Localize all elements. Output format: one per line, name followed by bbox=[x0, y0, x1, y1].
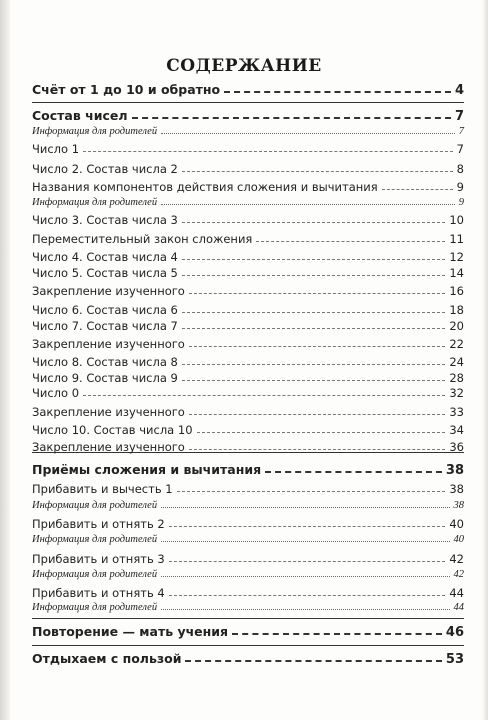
toc-entry-label: Число 4. Состав числа 4 bbox=[32, 250, 178, 264]
toc-leader-line bbox=[169, 595, 446, 596]
toc-page-number: 9 bbox=[458, 197, 464, 208]
toc-leader-line bbox=[161, 576, 449, 577]
toc-entry[interactable] bbox=[32, 602, 464, 613]
toc-entry[interactable] bbox=[32, 162, 464, 176]
toc-entry[interactable] bbox=[32, 266, 464, 280]
toc-entry-label: Закрепление изученного bbox=[32, 284, 185, 298]
toc-entry[interactable] bbox=[32, 405, 464, 419]
toc-entry[interactable] bbox=[32, 517, 464, 531]
toc-leader-line bbox=[265, 471, 442, 473]
section-divider bbox=[32, 618, 464, 619]
toc-entry-label: Прибавить и отнять 3 bbox=[32, 552, 165, 566]
toc-page-number: 40 bbox=[449, 517, 464, 531]
toc-entry[interactable] bbox=[32, 569, 464, 580]
toc-entry-label: Число 1 bbox=[32, 142, 80, 156]
toc-entry[interactable] bbox=[32, 371, 464, 385]
toc-page-number: 53 bbox=[445, 652, 464, 667]
toc-page-number: 9 bbox=[456, 180, 464, 194]
toc-page-number: 8 bbox=[456, 162, 464, 176]
toc-entry-label: Названия компонентов действия сложения и вычитания bbox=[32, 180, 378, 194]
toc-leader-line bbox=[189, 414, 446, 415]
toc-page-number: 42 bbox=[453, 569, 464, 580]
toc-entry-label: Повторение — мать учения bbox=[32, 624, 229, 639]
toc-entry[interactable] bbox=[32, 126, 464, 137]
toc-leader-line bbox=[182, 380, 445, 381]
toc-entry-label: Прибавить и отнять 4 bbox=[32, 586, 165, 600]
toc-leader-line bbox=[182, 222, 445, 223]
toc-page-number: 40 bbox=[453, 534, 464, 545]
toc-entry-label: Закрепление изученного bbox=[32, 440, 185, 454]
toc-leader-line bbox=[189, 449, 446, 450]
toc-page-number: 36 bbox=[449, 440, 464, 454]
toc-entry-label: Число 7. Состав числа 7 bbox=[32, 319, 178, 333]
toc-entry-label: Число 8. Состав числа 8 bbox=[32, 355, 178, 369]
toc-page-number: 14 bbox=[449, 266, 464, 280]
toc-page-number: 38 bbox=[449, 482, 464, 496]
toc-entry-label: Приёмы сложения и вычитания bbox=[32, 462, 262, 477]
toc-leader-line bbox=[161, 133, 455, 134]
toc-entry-label: Информация для родителей bbox=[32, 534, 158, 545]
toc-entry[interactable] bbox=[32, 232, 464, 246]
toc-entry[interactable] bbox=[32, 586, 464, 600]
toc-leader-line bbox=[177, 491, 446, 492]
toc-entry[interactable] bbox=[32, 319, 464, 333]
toc-entry[interactable] bbox=[32, 651, 464, 667]
toc-entry[interactable] bbox=[32, 462, 464, 478]
toc-page-number: 7 bbox=[456, 142, 464, 156]
toc-entry[interactable] bbox=[32, 440, 464, 454]
toc-entry[interactable] bbox=[32, 213, 464, 227]
toc-entry[interactable] bbox=[32, 534, 464, 545]
toc-page-number: 10 bbox=[449, 213, 464, 227]
toc-page-number: 33 bbox=[449, 405, 464, 419]
toc-leader-line bbox=[185, 660, 441, 662]
section-divider bbox=[32, 102, 464, 103]
toc-page-number: 44 bbox=[453, 602, 464, 613]
toc-entry-label: Переместительный закон сложения bbox=[32, 232, 253, 246]
toc-leader-line bbox=[232, 633, 442, 635]
toc-leader-line bbox=[197, 432, 446, 433]
toc-entry-label: Прибавить и отнять 2 bbox=[32, 517, 165, 531]
toc-page-number: 38 bbox=[453, 500, 464, 511]
toc-entry-label: Информация для родителей bbox=[32, 500, 158, 511]
toc-page-number: 16 bbox=[449, 284, 464, 298]
toc-page-number: 24 bbox=[449, 355, 464, 369]
toc-leader-line bbox=[189, 346, 446, 347]
toc-entry-label: Состав чисел bbox=[32, 108, 128, 123]
toc-page-number: 20 bbox=[449, 319, 464, 333]
toc-entry[interactable] bbox=[32, 284, 464, 298]
page-binding-shadow bbox=[0, 0, 10, 720]
toc-entry-label: Число 0 bbox=[32, 386, 80, 400]
toc-leader-line bbox=[182, 259, 445, 260]
toc-page-number: 42 bbox=[449, 552, 464, 566]
toc-page-number: 4 bbox=[454, 83, 464, 98]
toc-entry-label: Прибавить и вычесть 1 bbox=[32, 482, 173, 496]
toc-page-number: 12 bbox=[449, 250, 464, 264]
toc-leader-line bbox=[169, 526, 446, 527]
toc-leader-line bbox=[83, 151, 453, 152]
toc-leader-line bbox=[161, 507, 449, 508]
toc-leader-line bbox=[182, 275, 445, 276]
toc-leader-line bbox=[182, 312, 445, 313]
toc-page-number: 34 bbox=[449, 423, 464, 437]
toc-entry[interactable] bbox=[32, 624, 464, 640]
toc-page-number: 46 bbox=[445, 625, 464, 640]
toc-page-number: 28 bbox=[449, 371, 464, 385]
toc-entry[interactable] bbox=[32, 337, 464, 351]
toc-entry-label: Число 10. Состав числа 10 bbox=[32, 423, 193, 437]
toc-entry-label: Число 9. Состав числа 9 bbox=[32, 371, 178, 385]
toc-leader-line bbox=[182, 328, 445, 329]
toc-page-number: 38 bbox=[445, 463, 464, 478]
page-title: СОДЕРЖАНИЕ bbox=[166, 56, 322, 76]
toc-entry-label: Число 6. Состав числа 6 bbox=[32, 303, 178, 317]
toc-page-number: 11 bbox=[449, 232, 464, 246]
toc-entry[interactable] bbox=[32, 303, 464, 317]
toc-page-number: 44 bbox=[449, 586, 464, 600]
toc-entry[interactable] bbox=[32, 355, 464, 369]
toc-leader-line bbox=[161, 204, 455, 205]
toc-leader-line bbox=[382, 189, 453, 190]
toc-entry-label: Информация для родителей bbox=[32, 602, 158, 613]
toc-entry-label: Число 3. Состав числа 3 bbox=[32, 213, 178, 227]
toc-leader-line bbox=[169, 561, 446, 562]
section-divider bbox=[32, 645, 464, 646]
toc-entry[interactable] bbox=[32, 180, 464, 194]
toc-page-number: 18 bbox=[449, 303, 464, 317]
toc-leader-line bbox=[182, 171, 453, 172]
toc-entry[interactable] bbox=[32, 250, 464, 264]
toc-entry[interactable] bbox=[32, 482, 464, 496]
toc-leader-line bbox=[161, 609, 449, 610]
toc-entry-label: Информация для родителей bbox=[32, 197, 158, 208]
toc-entry-label: Закрепление изученного bbox=[32, 405, 185, 419]
toc-entry[interactable] bbox=[32, 423, 464, 437]
toc-entry-label: Информация для родителей bbox=[32, 126, 158, 137]
toc-leader-line bbox=[83, 395, 445, 396]
toc-page-number: 7 bbox=[454, 109, 464, 124]
toc-entry-label: Отдыхаем с пользой bbox=[32, 651, 182, 666]
page-edge-shadow bbox=[482, 0, 488, 720]
toc-entry-label: Закрепление изученного bbox=[32, 337, 185, 351]
toc-leader-line bbox=[132, 117, 451, 119]
toc-page-number: 22 bbox=[449, 337, 464, 351]
toc-leader-line bbox=[182, 364, 445, 365]
toc-entry-label: Число 2. Состав числа 2 bbox=[32, 162, 178, 176]
toc-entry-label: Счёт от 1 до 10 и обратно bbox=[32, 82, 221, 97]
toc-entry[interactable] bbox=[32, 82, 464, 98]
toc-entry[interactable] bbox=[32, 386, 464, 400]
toc-entry-label: Информация для родителей bbox=[32, 569, 158, 580]
toc-page-number: 32 bbox=[449, 386, 464, 400]
toc-leader-line bbox=[256, 241, 445, 242]
toc-entry[interactable] bbox=[32, 108, 464, 124]
toc-leader-line bbox=[224, 91, 451, 93]
toc-entry[interactable] bbox=[32, 500, 464, 511]
toc-leader-line bbox=[189, 293, 446, 294]
toc-entry[interactable] bbox=[32, 142, 464, 156]
toc-page-number: 7 bbox=[458, 126, 464, 137]
toc-entry-label: Число 5. Состав числа 5 bbox=[32, 266, 178, 280]
toc-leader-line bbox=[161, 541, 449, 542]
toc-entry[interactable] bbox=[32, 197, 464, 208]
toc-entry[interactable] bbox=[32, 552, 464, 566]
